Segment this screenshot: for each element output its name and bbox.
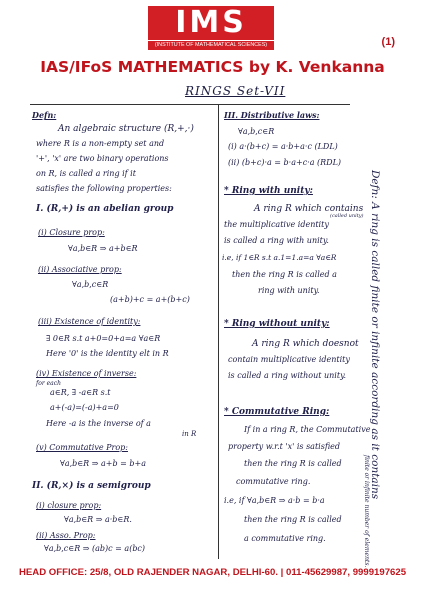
property-heading: (ii) Associative prop: [38, 265, 122, 274]
note-line: the multiplicative identity [224, 220, 329, 229]
footer-address: HEAD OFFICE: 25/8, OLD RAJENDER NAGAR, DELHI-60. | 011-45629987, 9999197625 [18, 567, 407, 578]
note-line: then the ring R is called a [232, 270, 337, 279]
property-heading: (i) closure prop: [36, 501, 102, 510]
note-line: satisfies the following properties: [36, 184, 172, 193]
note-line: then the ring R is called [244, 459, 342, 468]
note-line: A ring R which contains [254, 204, 364, 214]
note-line: property w.r.t 'x' is satisfied [228, 442, 341, 451]
property-heading: (ii) Asso. Prop: [36, 531, 96, 540]
note-line: a∈R, ∃ -a∈R s.t [50, 388, 111, 397]
section-heading: * Ring with unity: [224, 186, 313, 196]
note-line: '+', 'x' are two binary operations [36, 154, 169, 163]
note-line: then the ring R is called [244, 515, 342, 524]
page-title: IAS/IFoS MATHEMATICS by K. Venkanna [40, 58, 385, 76]
note-line: is called a ring with unity. [224, 236, 329, 245]
note-line: If in a ring R, the Commutative [244, 425, 371, 434]
note-line: ∃ 0∈R s.t a+0=0+a=a ∀a∈R [46, 334, 161, 343]
property-heading: II. (R,×) is a semigroup [32, 481, 151, 491]
note-line: Here -a is the inverse of a [46, 419, 151, 428]
note-line: (i) a·(b+c) = a·b+a·c (LDL) [228, 142, 338, 151]
note-line: (a+b)+c = a+(b+c) [110, 295, 190, 304]
note-line: a+(-a)=(-a)+a=0 [50, 403, 119, 412]
note-line: An algebraic structure (R,+,·) [58, 124, 194, 134]
top-divider [30, 104, 350, 105]
note-line: ∀a,b,c∈R [238, 127, 275, 136]
definition-heading: Defn: [32, 110, 57, 120]
property-heading: (iv) Existence of inverse: [36, 369, 137, 378]
margin-note: Defn: A ring is called finite or infinite according as it contains [369, 170, 381, 500]
note-line: where R is a non-empty set and [36, 139, 165, 148]
note-line: contain multiplicative identity [228, 355, 350, 364]
note-line: ∀a,b∈R ⇒ a+b = b+a [60, 459, 146, 468]
note-line: A ring R which doesnot [252, 339, 359, 349]
set-title: RINGS Set-VII [185, 84, 286, 98]
section-heading: * Ring without unity: [224, 319, 330, 329]
property-heading: (iii) Existence of identity: [38, 317, 141, 326]
logo-text: IMS [148, 6, 274, 40]
page-number: (1) [381, 36, 395, 48]
property-heading: (i) Closure prop: [38, 228, 105, 237]
note-line: i.e, if ∀a,b∈R ⇒ a·b = b·a [224, 496, 325, 505]
section-heading: III. Distributive laws: [224, 110, 320, 120]
note-line: ∀a,b,c∈R [72, 280, 109, 289]
property-heading: (v) Commutative Prop: [36, 443, 128, 452]
note-line: ∀a,b∈R ⇒ a+b∈R [68, 244, 138, 253]
note-line: Here '0' is the identity elt in R [46, 349, 169, 358]
section-heading: * Commutative Ring: [224, 407, 330, 417]
column-divider [218, 104, 219, 559]
note-line: i.e, if 1∈R s.t a.1=1.a=a ∀a∈R [222, 253, 337, 262]
note-line: ∀a,b∈R ⇒ a·b∈R. [64, 515, 132, 524]
ims-logo [148, 6, 274, 50]
logo-tagline: (INSTITUTE OF MATHEMATICAL SCIENCES) [148, 41, 274, 50]
note-line: ring with unity. [258, 286, 320, 295]
margin-note-continued: finite or infinite number of elements. [363, 455, 370, 568]
property-heading: I. (R,+) is an abelian group [36, 204, 174, 214]
note-line: is called a ring without unity. [228, 371, 347, 380]
note-line: (ii) (b+c)·a = b·a+c·a (RDL) [228, 158, 342, 167]
note-line: in R [182, 430, 197, 438]
note-line: a commutative ring. [244, 534, 326, 543]
note-line: ∀a,b,c∈R ⇒ (ab)c = a(bc) [44, 544, 146, 553]
note-line: (called unity) [330, 213, 364, 219]
note-line: for each [36, 380, 61, 387]
note-line: on R, is called a ring if it [36, 169, 136, 178]
note-line: commutative ring. [236, 477, 311, 486]
